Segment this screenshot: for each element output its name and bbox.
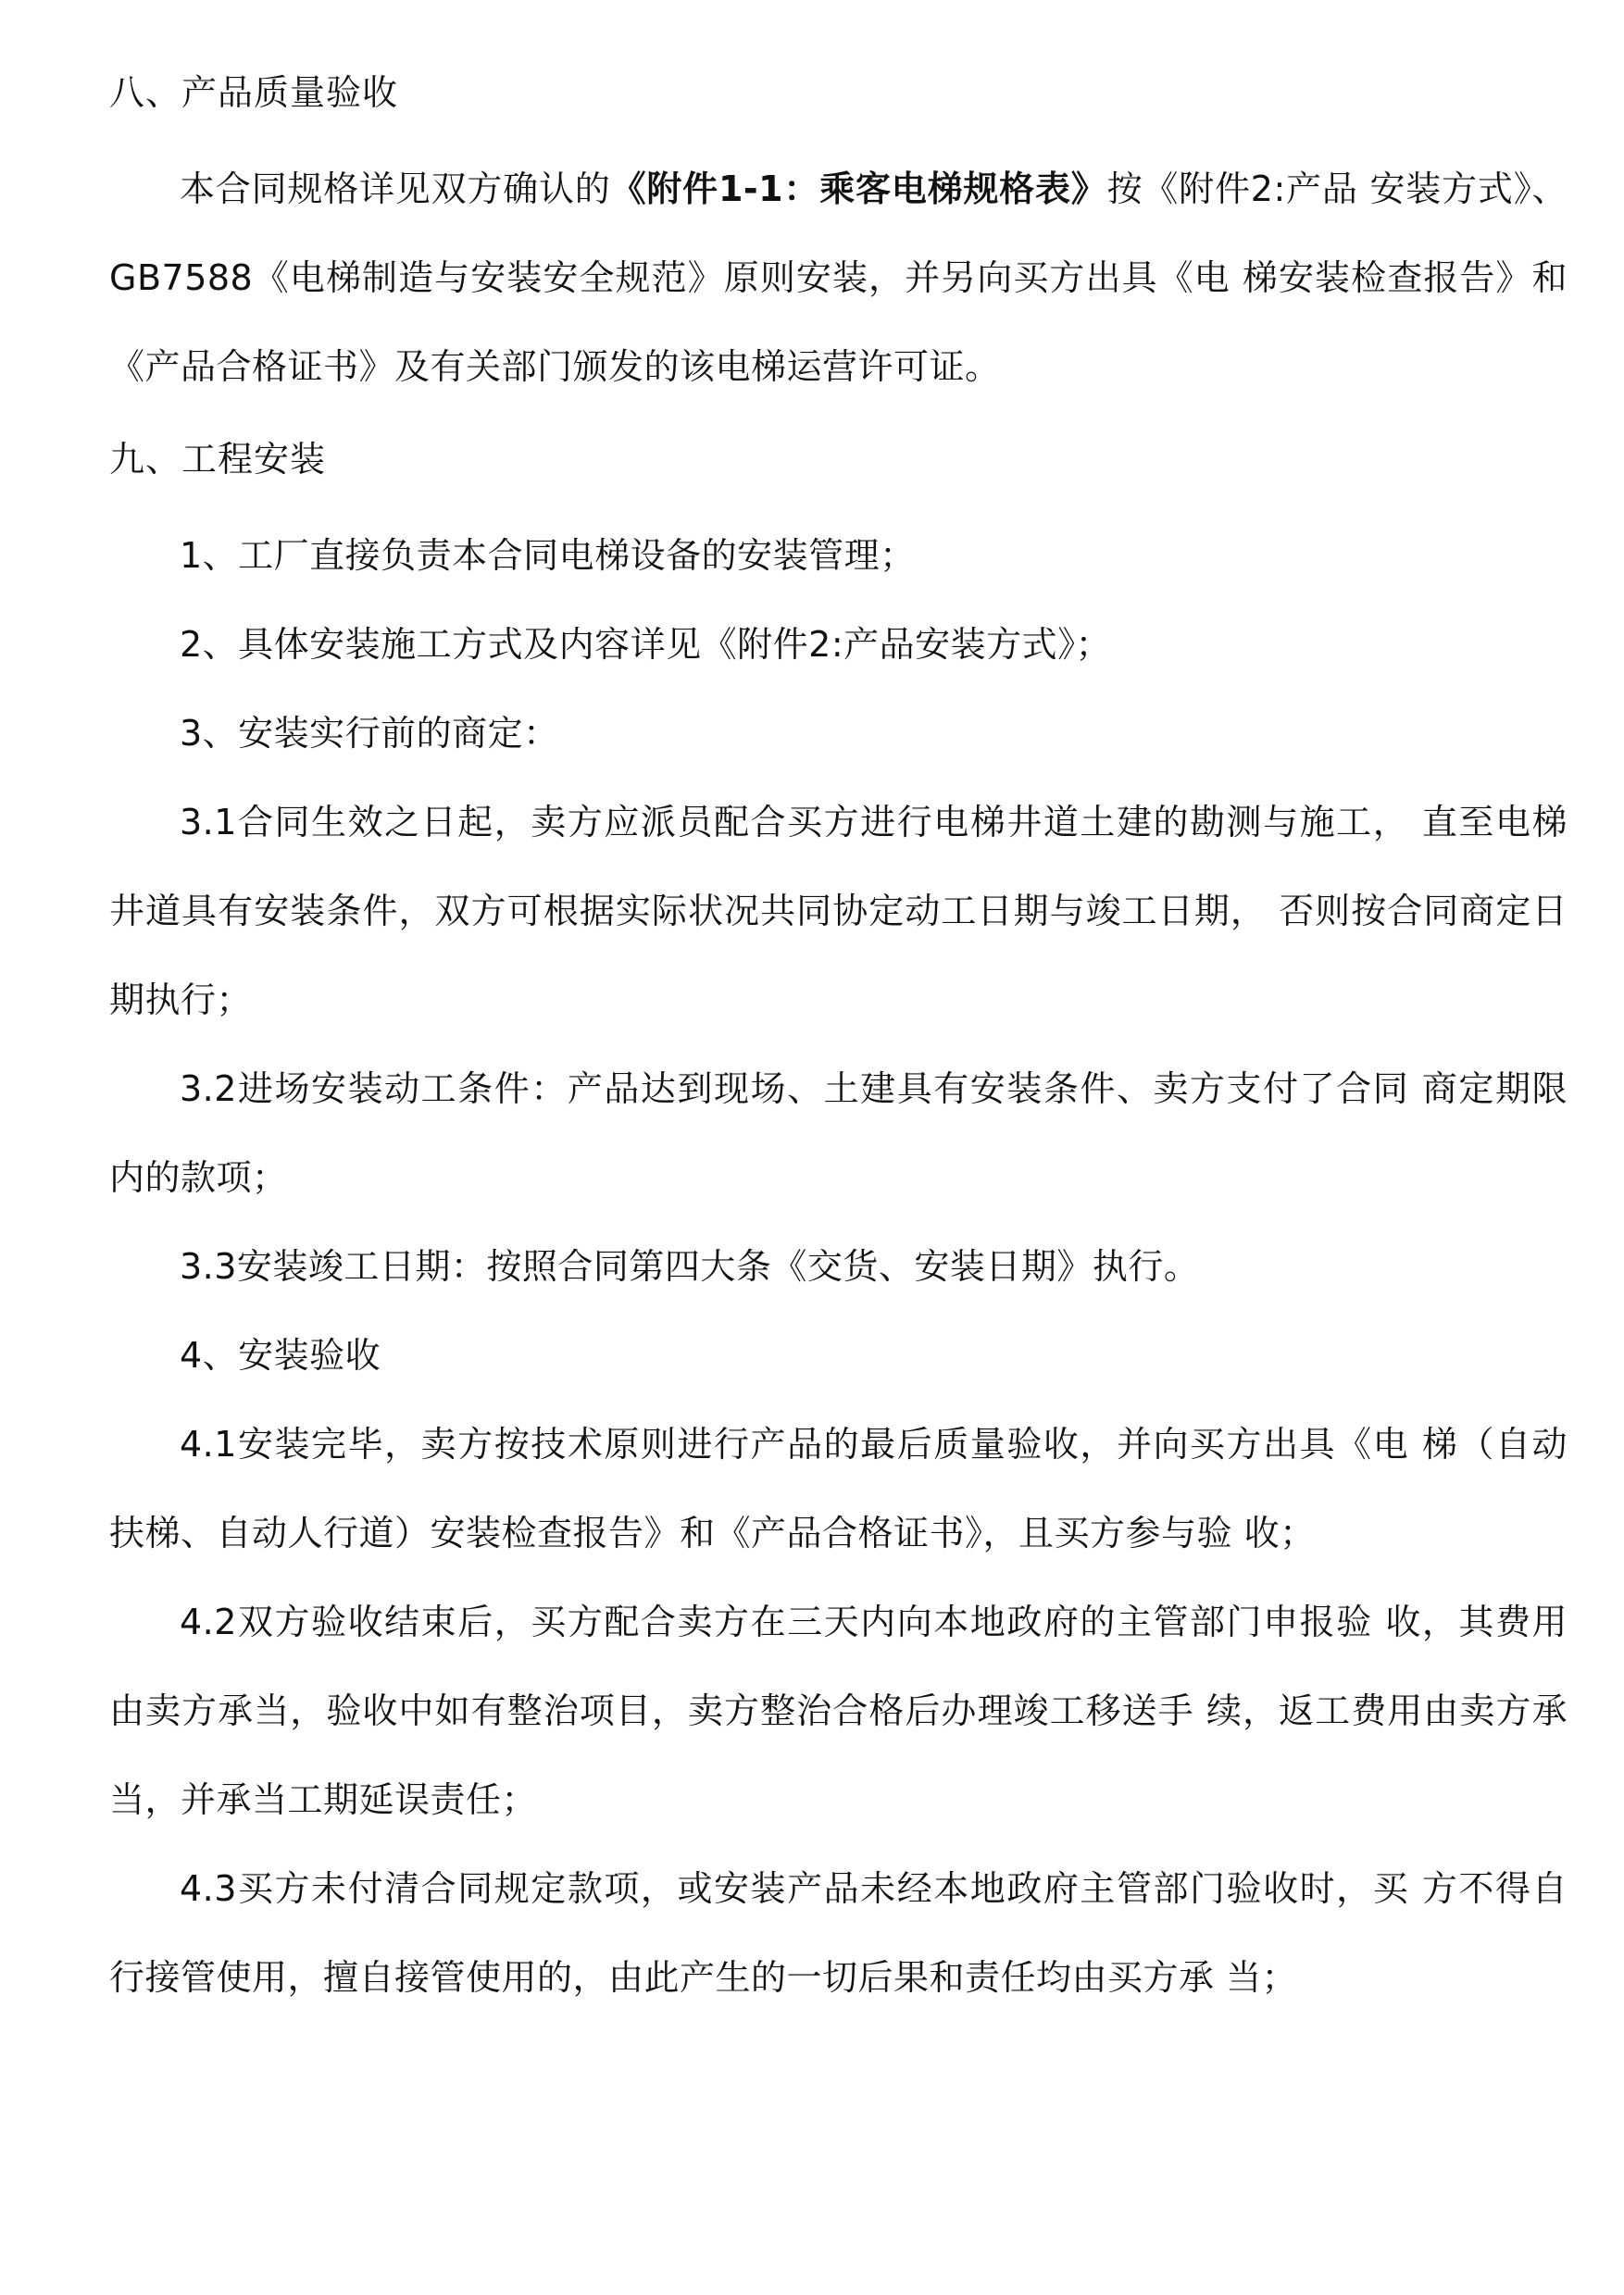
section-8-heading: 八、产品质量验收 bbox=[109, 72, 399, 113]
item-3-3: 3.3安装竣工日期：按照合同第四大条《交货、安装日期》执行。 bbox=[180, 1246, 1200, 1287]
section-8-para-post: 按《附件2:产品 安装方式》、GB7588《电梯制造与安装安全规范》原则安装，并另向买方出具《电 梯安装检查报告》和《产品合格证书》及有关部门颁发的该电梯运营许可证。 bbox=[109, 168, 1568, 387]
item-2: 2、具体安装施工方式及内容详见《附件2:产品安装方式》； bbox=[180, 624, 1112, 665]
item-4-3: 4.3买方未付清合同规定款项，或安装产品未经本地政府主管部门验收时，买 方不得自行接管使用，擅自接管使用的，由此产生的一切后果和责任均由买方承 当； bbox=[109, 1868, 1568, 1998]
item-1: 1、工厂直接负责本合同电梯设备的安装管理； bbox=[180, 535, 916, 576]
section-8-paragraph bbox=[109, 144, 1568, 411]
item-4: 4、安装验收 bbox=[180, 1335, 381, 1376]
document-page bbox=[109, 65, 1568, 2022]
section-8-para-pre: 本合同规格详见双方确认的 bbox=[180, 168, 611, 209]
item-3-1: 3.1合同生效之日起，卖方应派员配合买方进行电梯井道土建的勘测与施工， 直至电梯井道具有安装条件，双方可根据实际状况共同协定动工日期与竣工日期， 否则按合同商定日期执行； bbox=[109, 802, 1568, 1020]
attachment-reference: 《附件1-1：乘客电梯规格表》 bbox=[610, 168, 1107, 209]
item-4-2: 4.2双方验收结束后，买方配合卖方在三天内向本地政府的主管部门申报验 收，其费用由卖方承当，验收中如有整治项目，卖方整治合格后办理竣工移送手 续，返工费用由卖方承当，并承当工期延误责任； bbox=[109, 1602, 1568, 1820]
item-3-2: 3.2进场安装动工条件：产品达到现场、土建具有安装条件、卖方支付了合同 商定期限内的款项； bbox=[109, 1068, 1568, 1198]
item-3: 3、安装实行前的商定： bbox=[180, 713, 559, 754]
item-4-1: 4.1安装完毕，卖方按技术原则进行产品的最后质量验收，并向买方出具《电 梯（自动扶梯、自动人行道）安装检查报告》和《产品合格证书》，且买方参与验 收； bbox=[109, 1424, 1568, 1553]
section-9-heading: 九、工程安装 bbox=[109, 439, 327, 480]
